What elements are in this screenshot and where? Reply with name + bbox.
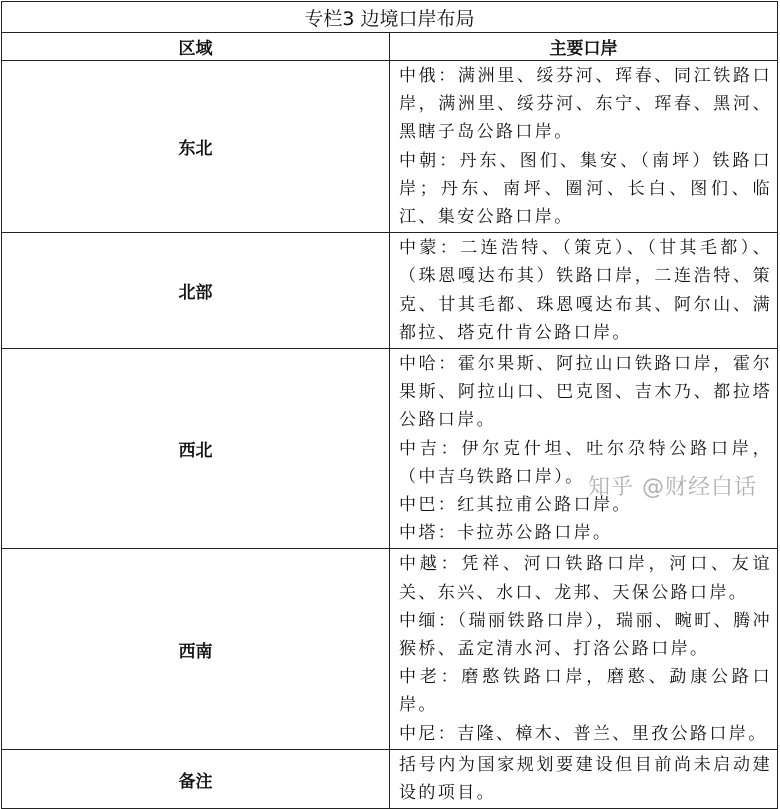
header-ports: 主要口岸: [390, 33, 778, 61]
port-entry: 中俄：满洲里、绥芬河、珲春、同江铁路口岸，满洲里、绥芬河、东宁、珲春、黑河、黑瞎子岛公路口岸。: [399, 66, 772, 143]
port-entry: 中尼：吉隆、樟木、普兰、里孜公路口岸。: [399, 723, 768, 744]
port-entry: 中越：凭祥、河口铁路口岸，河口、友谊关、东兴、水口、龙邦、天保公路口岸。: [399, 554, 772, 603]
table-row: [2, 549, 778, 749]
watermark: 知乎 @财经白话: [588, 475, 757, 500]
region-label: 东北: [2, 61, 390, 233]
port-entry: 中朝：丹东、图们、集安、（南坪）铁路口岸；丹东、南坪、圈河、长白、图们、临江、集安公路口岸。: [399, 150, 772, 228]
header-region: 区域: [2, 33, 390, 61]
note-text: 括号内为国家规划要建设但目前尚未启动建设的项目。: [399, 754, 772, 804]
note-row: [2, 749, 778, 808]
port-entry: 中缅：（瑞丽铁路口岸），瑞丽、畹町、腾冲猴桥、孟定清水河、打洛公路口岸。: [399, 610, 772, 660]
border-ports-table: [1, 1, 778, 809]
table-row: [2, 349, 778, 549]
region-label: 西北: [2, 349, 390, 549]
region-label: 北部: [2, 233, 390, 349]
table-row: [2, 233, 778, 349]
note-label: 备注: [2, 749, 390, 808]
table-title: 专栏3 边境口岸布局: [2, 2, 778, 33]
port-entry: 中巴：红其拉甫公路口岸。: [399, 495, 632, 516]
region-label: 西南: [2, 549, 390, 749]
port-entry: 中蒙：二连浩特、（策克）、（甘其毛都）、（珠恩嘎达布其）铁路口岸，二连浩特、策克、甘其毛都、珠恩嘎达布其、阿尔山、满都拉、塔克什肯公路口岸。: [399, 238, 772, 343]
port-entry: 中老：磨憨铁路口岸，磨憨、勐康公路口岸。: [399, 667, 772, 716]
port-entry: 中吉：伊尔克什坦、吐尔尕特公路口岸，（中吉乌铁路口岸）。: [399, 438, 772, 487]
table-row: [2, 61, 778, 233]
port-entry: 中哈：霍尔果斯、阿拉山口铁路口岸，霍尔果斯、阿拉山口、巴克图、吉木乃、都拉塔公路口岸。: [399, 354, 772, 431]
port-entry: 中塔：卡拉苏公路口岸。: [399, 523, 613, 544]
